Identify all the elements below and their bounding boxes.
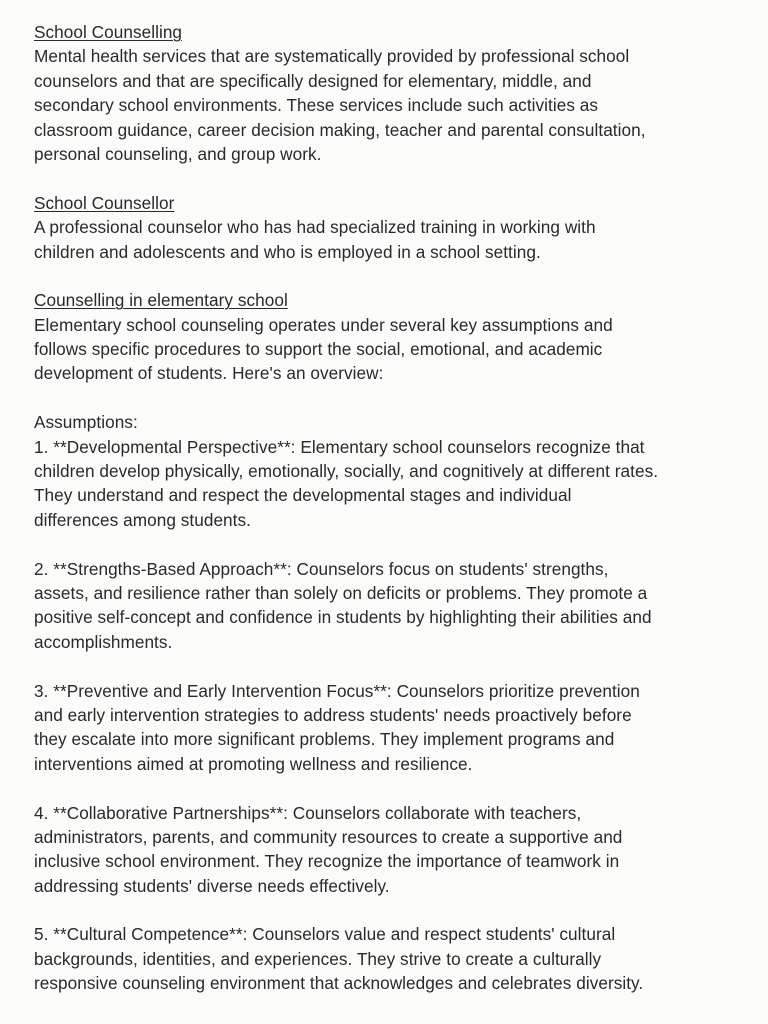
section-school-counsellor <box>34 191 738 264</box>
blank-line <box>34 386 738 410</box>
section-school-counselling <box>34 20 738 166</box>
document-body <box>34 20 738 996</box>
paragraph-line: follows specific procedures to support the social, emotional, and academic <box>34 339 603 360</box>
paragraph-line: children and adolescents and who is employed in a school setting. <box>34 241 541 262</box>
paragraph-line: they escalate into more significant problems. They implement programs and <box>34 729 615 750</box>
blank-line <box>34 532 738 556</box>
assumption-item-5 <box>34 922 738 995</box>
blank-line <box>34 898 738 922</box>
paragraph-line: personal counseling, and group work. <box>34 143 322 164</box>
paragraph-line: Mental health services that are systematically provided by professional school <box>34 46 630 67</box>
paragraph-line: secondary school environments. These services include such activities as <box>34 95 599 116</box>
section-heading: School Counsellor <box>34 192 175 213</box>
paragraph-line: responsive counseling environment that acknowledges and celebrates diversity. <box>34 973 644 994</box>
paragraph-line: development of students. Here's an overview: <box>34 363 384 384</box>
paragraph-line: 3. **Preventive and Early Intervention Focus**: Counselors prioritize prevention <box>34 680 640 701</box>
assumptions-label: Assumptions: <box>34 412 138 433</box>
paragraph-line: A professional counselor who has had specialized training in working with <box>34 217 596 238</box>
assumption-item-3 <box>34 679 738 777</box>
section-elementary-counselling <box>34 288 738 386</box>
blank-line <box>34 264 738 288</box>
assumption-item-2 <box>34 557 738 655</box>
paragraph-line: backgrounds, identities, and experiences. They strive to create a culturally <box>34 948 602 969</box>
paragraph-line: Elementary school counseling operates under several key assumptions and <box>34 314 613 335</box>
paragraph-line: inclusive school environment. They recognize the importance of teamwork in <box>34 851 620 872</box>
blank-line <box>34 776 738 800</box>
paragraph-line: differences among students. <box>34 509 251 530</box>
paragraph-line: counselors and that are specifically designed for elementary, middle, and <box>34 70 592 91</box>
paragraph-line: classroom guidance, career decision making, teacher and parental consultation, <box>34 119 646 140</box>
paragraph-line: 5. **Cultural Competence**: Counselors value and respect students' cultural <box>34 924 616 945</box>
blank-line <box>34 166 738 190</box>
paragraph-line: 2. **Strengths-Based Approach**: Counselors focus on students' strengths, <box>34 558 609 579</box>
paragraph-line: positive self-concept and confidence in students by highlighting their abilities and <box>34 607 652 628</box>
section-heading: Counselling in elementary school <box>34 290 288 311</box>
paragraph-line: assets, and resilience rather than solely on deficits or problems. They promote a <box>34 582 648 603</box>
paragraph-line: interventions aimed at promoting wellness and resilience. <box>34 753 473 774</box>
paragraph-line: administrators, parents, and community resources to create a supportive and <box>34 826 623 847</box>
paragraph-line: addressing students' diverse needs effectively. <box>34 875 390 896</box>
section-heading: School Counselling <box>34 22 183 42</box>
paragraph-line: accomplishments. <box>34 631 173 652</box>
paragraph-line: and early intervention strategies to address students' needs proactively before <box>34 704 632 725</box>
paragraph-line: children develop physically, emotionally, socially, and cognitively at different rates. <box>34 461 659 482</box>
assumptions-list <box>34 410 738 995</box>
assumption-item-4 <box>34 801 738 899</box>
paragraph-line: They understand and respect the developmental stages and individual <box>34 485 572 506</box>
assumption-item-1 <box>34 435 738 533</box>
paragraph-line: 1. **Developmental Perspective**: Elementary school counselors recognize that <box>34 436 645 457</box>
blank-line <box>34 654 738 678</box>
paragraph-line: 4. **Collaborative Partnerships**: Counselors collaborate with teachers, <box>34 802 582 823</box>
